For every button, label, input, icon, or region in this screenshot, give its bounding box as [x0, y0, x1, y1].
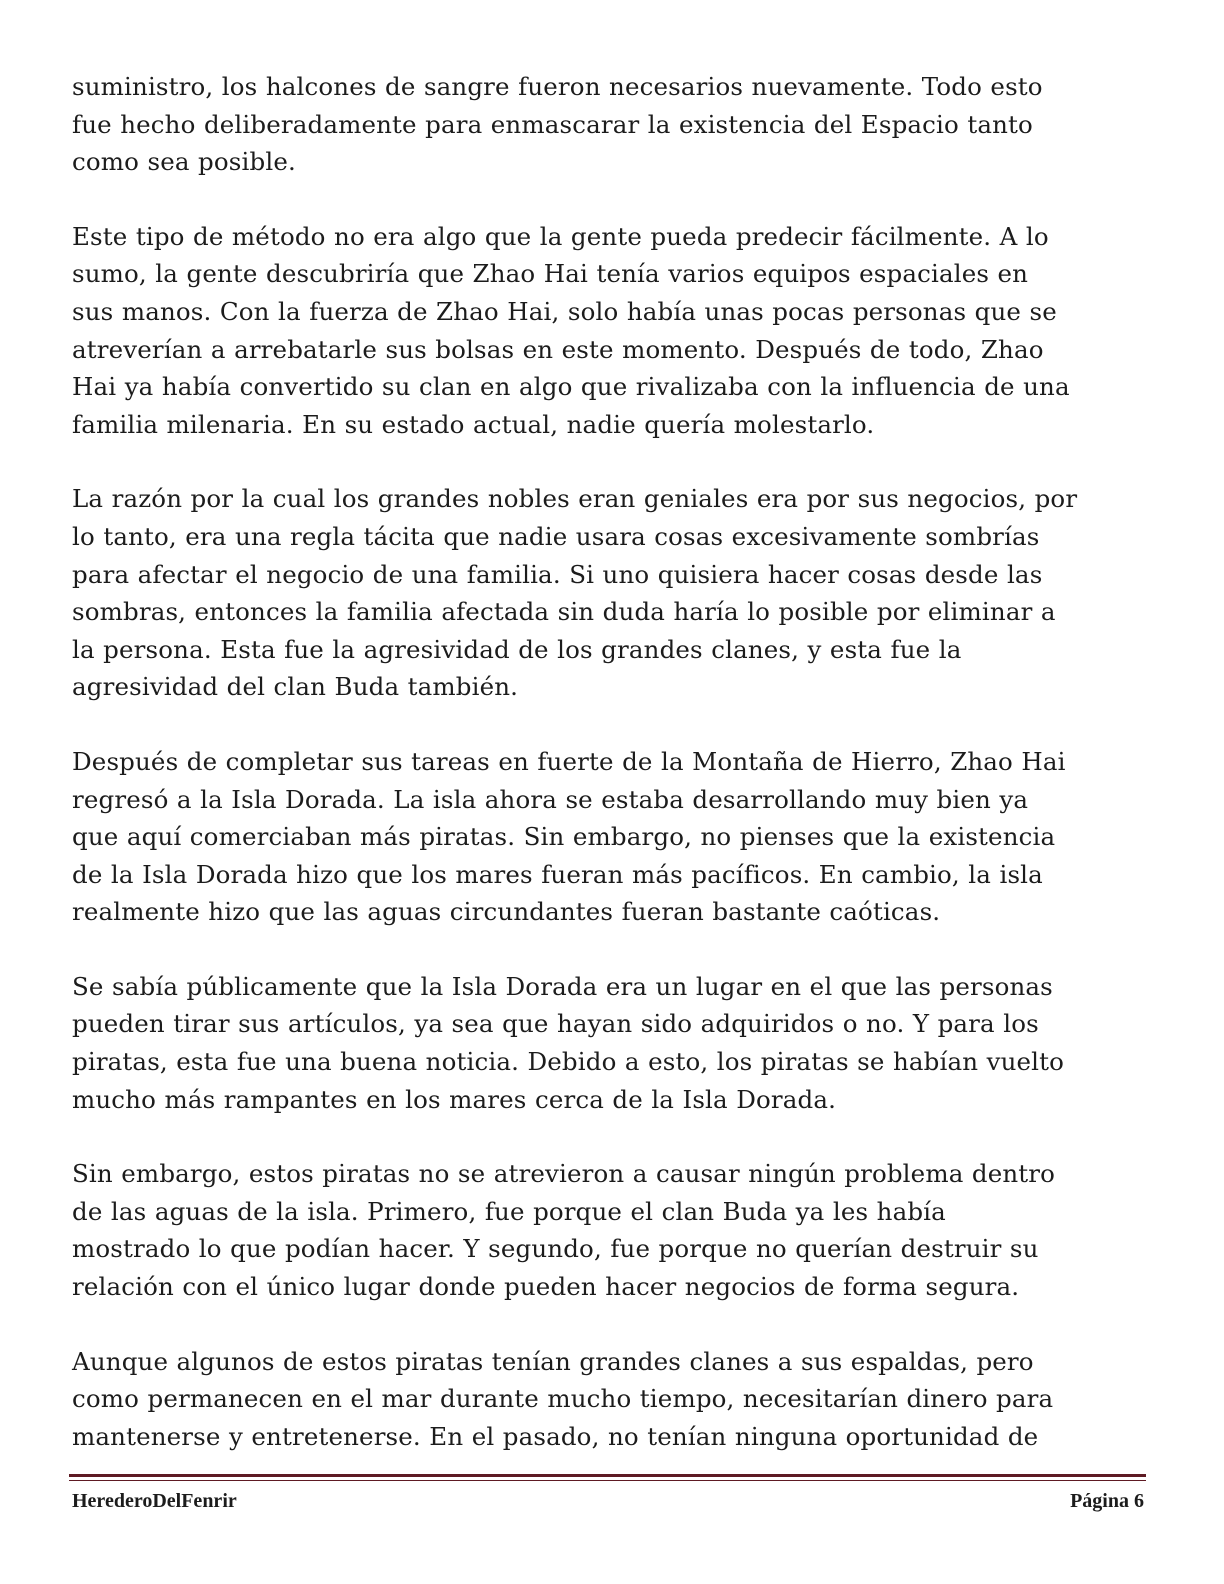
paragraph — [72, 1155, 1147, 1305]
text-line: sumo, la gente descubriría que Zhao Hai tenía varios equipos espaciales en — [72, 259, 1029, 289]
footer-author: HerederoDelFenrir — [72, 1490, 237, 1512]
text-line: la persona. Esta fue la agresividad de los grandes clanes, y esta fue la — [72, 634, 962, 664]
text-line: atreverían a arrebatarle sus bolsas en este momento. Después de todo, Zhao — [72, 334, 1044, 364]
text-line: mucho más rampantes en los mares cerca de la Isla Dorada. — [72, 1084, 837, 1114]
text-line: mantenerse y entretenerse. En el pasado, no tenían ninguna oportunidad de — [72, 1421, 1039, 1451]
paragraph — [72, 743, 1147, 931]
document-body — [72, 68, 1147, 1492]
paragraph — [72, 480, 1147, 706]
text-line: Sin embargo, estos piratas no se atrevieron a causar ningún problema dentro — [72, 1159, 1056, 1189]
paragraph — [72, 968, 1147, 1118]
text-line: Se sabía públicamente que la Isla Dorada era un lugar en el que las personas — [72, 971, 1053, 1001]
text-line: como sea posible. — [72, 147, 296, 177]
text-line: que aquí comerciaban más piratas. Sin embargo, no pienses que la existencia — [72, 822, 1056, 852]
text-line: La razón por la cual los grandes nobles eran geniales era por sus negocios, por — [72, 484, 1078, 514]
footer-divider — [69, 1474, 1146, 1477]
text-line: fue hecho deliberadamente para enmascarar la existencia del Espacio tanto — [72, 109, 1033, 139]
text-line: familia milenaria. En su estado actual, nadie quería molestarlo. — [72, 409, 875, 439]
text-line: mostrado lo que podían hacer. Y segundo, fue porque no querían destruir su — [72, 1234, 1039, 1264]
text-line: de la Isla Dorada hizo que los mares fueran más pacíficos. En cambio, la isla — [72, 859, 1043, 889]
footer-divider-thin — [69, 1480, 1146, 1481]
page-number: Página 6 — [1070, 1490, 1144, 1512]
paragraph — [72, 218, 1147, 444]
text-line: sus manos. Con la fuerza de Zhao Hai, solo había unas pocas personas que se — [72, 296, 1057, 326]
text-line: agresividad del clan Buda también. — [72, 672, 519, 702]
paragraph — [72, 68, 1147, 181]
text-line: Después de completar sus tareas en fuerte de la Montaña de Hierro, Zhao Hai — [72, 746, 1066, 776]
text-line: como permanecen en el mar durante mucho tiempo, necesitarían dinero para — [72, 1384, 1054, 1414]
paragraph — [72, 1343, 1147, 1456]
text-line: Aunque algunos de estos piratas tenían grandes clanes a sus espaldas, pero — [72, 1346, 1034, 1376]
text-line: lo tanto, era una regla tácita que nadie usara cosas excesivamente sombrías — [72, 521, 1040, 551]
text-line: Hai ya había convertido su clan en algo que rivalizaba con la influencia de una — [72, 372, 1070, 402]
text-line: para afectar el negocio de una familia. Si uno quisiera hacer cosas desde las — [72, 559, 1043, 589]
text-line: piratas, esta fue una buena noticia. Debido a esto, los piratas se habían vuelto — [72, 1047, 1065, 1077]
text-line: sombras, entonces la familia afectada sin duda haría lo posible por eliminar a — [72, 597, 1056, 627]
text-line: realmente hizo que las aguas circundantes fueran bastante caóticas. — [72, 897, 941, 927]
text-line: suministro, los halcones de sangre fueron necesarios nuevamente. Todo esto — [72, 72, 1043, 101]
text-line: relación con el único lugar donde pueden hacer negocios de forma segura. — [72, 1272, 1020, 1302]
text-line: pueden tirar sus artículos, ya sea que hayan sido adquiridos o no. Y para los — [72, 1009, 1039, 1039]
text-line: regresó a la Isla Dorada. La isla ahora se estaba desarrollando muy bien ya — [72, 784, 1029, 814]
text-line: Este tipo de método no era algo que la gente pueda predecir fácilmente. A lo — [72, 221, 1049, 251]
text-line: de las aguas de la isla. Primero, fue porque el clan Buda ya les había — [72, 1196, 946, 1226]
